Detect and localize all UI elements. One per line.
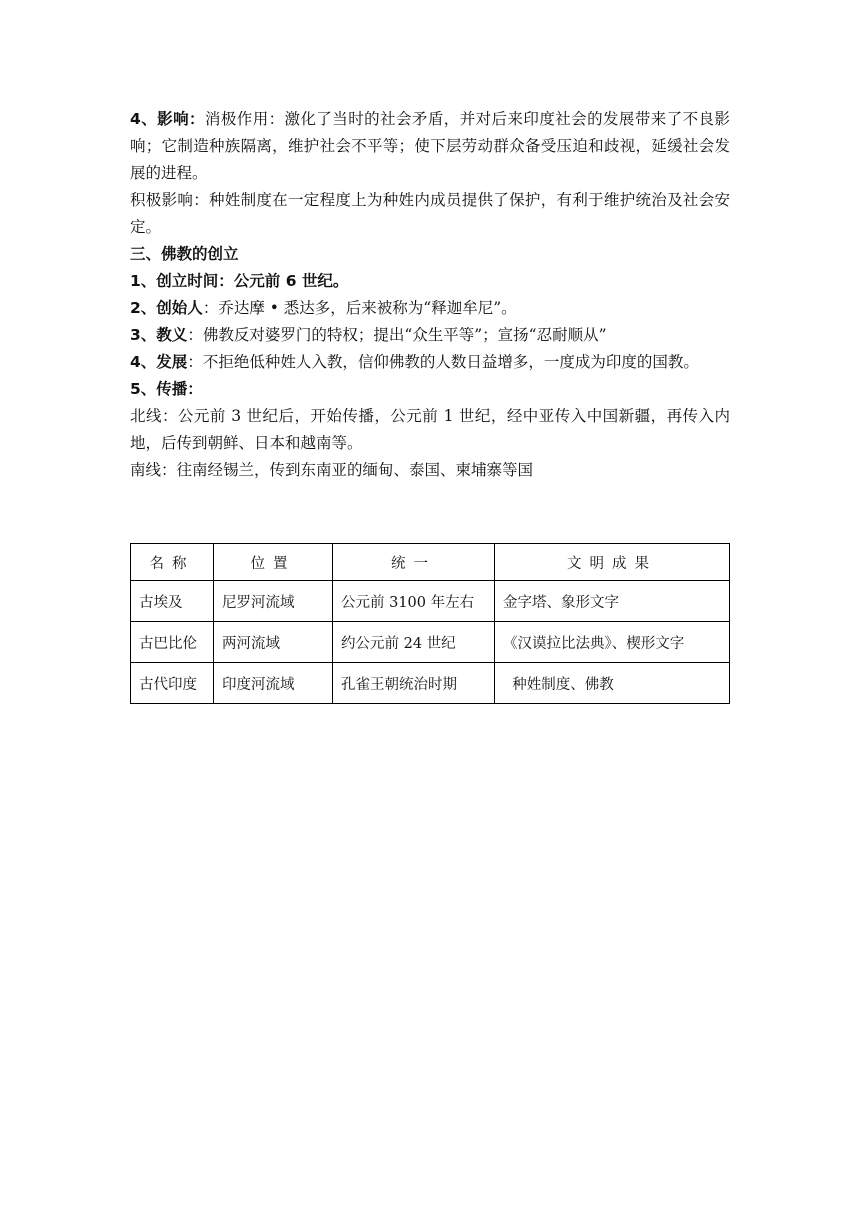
list-item-development [130, 349, 730, 376]
document-body [130, 106, 730, 484]
spread-north-paragraph: 北线：公元前 3 世纪后，开始传播，公元前 1 世纪，经中亚传入中国新疆，再传入内地，后传到朝鲜、日本和越南等。 [130, 407, 730, 452]
table-header-row [131, 544, 730, 581]
cell-achievements: 《汉谟拉比法典》、楔形文字 [495, 622, 730, 663]
table-row [131, 581, 730, 622]
item-number: 1、 [130, 272, 157, 290]
list-item-spread [130, 376, 730, 403]
cell-unification: 孔雀王朝统治时期 [333, 663, 495, 704]
item-number: 3、 [130, 326, 157, 344]
cell-name: 古埃及 [131, 581, 214, 622]
item-number: 4、 [130, 353, 157, 371]
item-text: ：佛教反对婆罗门的特权；提出“众生平等”；宣扬“忍耐顺从” [187, 326, 607, 344]
header-unification: 统一 [333, 544, 495, 581]
item-label: 发展 [156, 353, 188, 371]
influence-negative-text: 消极作用：激化了当时的社会矛盾，并对后来印度社会的发展带来了不良影响；它制造种族隔离，维护社会不平等；使下层劳动群众备受压迫和歧视，延缓社会发展的进程。 [130, 110, 730, 182]
influence-label: 影响： [157, 110, 205, 128]
civilizations-table [130, 543, 730, 704]
cell-unification: 公元前 3100 年左右 [333, 581, 495, 622]
cell-location: 两河流域 [214, 622, 333, 663]
table-row [131, 663, 730, 704]
item-text: ：不拒绝低种姓人入教，信仰佛教的人数日益增多，一度成为印度的国教。 [187, 353, 699, 371]
item-text: ：乔达摩 • 悉达多，后来被称为“释迦牟尼”。 [202, 299, 517, 317]
item-label: 创立时间：公元前 6 世纪。 [156, 272, 349, 290]
item-number: 5、 [130, 380, 157, 398]
list-item-founding-time [130, 268, 730, 295]
section-title: 三、佛教的创立 [130, 245, 239, 263]
cell-achievements: 金字塔、象形文字 [495, 581, 730, 622]
table-row [131, 622, 730, 663]
influence-number: 4、 [130, 110, 158, 128]
cell-name: 古代印度 [131, 663, 214, 704]
cell-location: 尼罗河流域 [214, 581, 333, 622]
cell-unification: 约公元前 24 世纪 [333, 622, 495, 663]
list-item-doctrine [130, 322, 730, 349]
item-label: 创始人 [156, 299, 203, 317]
header-achievements: 文明成果 [495, 544, 730, 581]
item-number: 2、 [130, 299, 157, 317]
item-label: 教义 [156, 326, 188, 344]
influence-positive-paragraph: 积极影响：种姓制度在一定程度上为种姓内成员提供了保护，有利于维护统治及社会安定。 [130, 191, 730, 236]
item-label: 传播： [156, 380, 203, 398]
cell-achievements: 种姓制度、佛教 [495, 663, 730, 704]
header-name: 名称 [131, 544, 214, 581]
list-item-founder [130, 295, 730, 322]
header-location: 位置 [214, 544, 333, 581]
influence-paragraph [130, 106, 730, 187]
cell-name: 古巴比伦 [131, 622, 214, 663]
spread-south-paragraph: 南线：往南经锡兰，传到东南亚的缅甸、泰国、柬埔寨等国 [130, 461, 534, 479]
cell-location: 印度河流域 [214, 663, 333, 704]
